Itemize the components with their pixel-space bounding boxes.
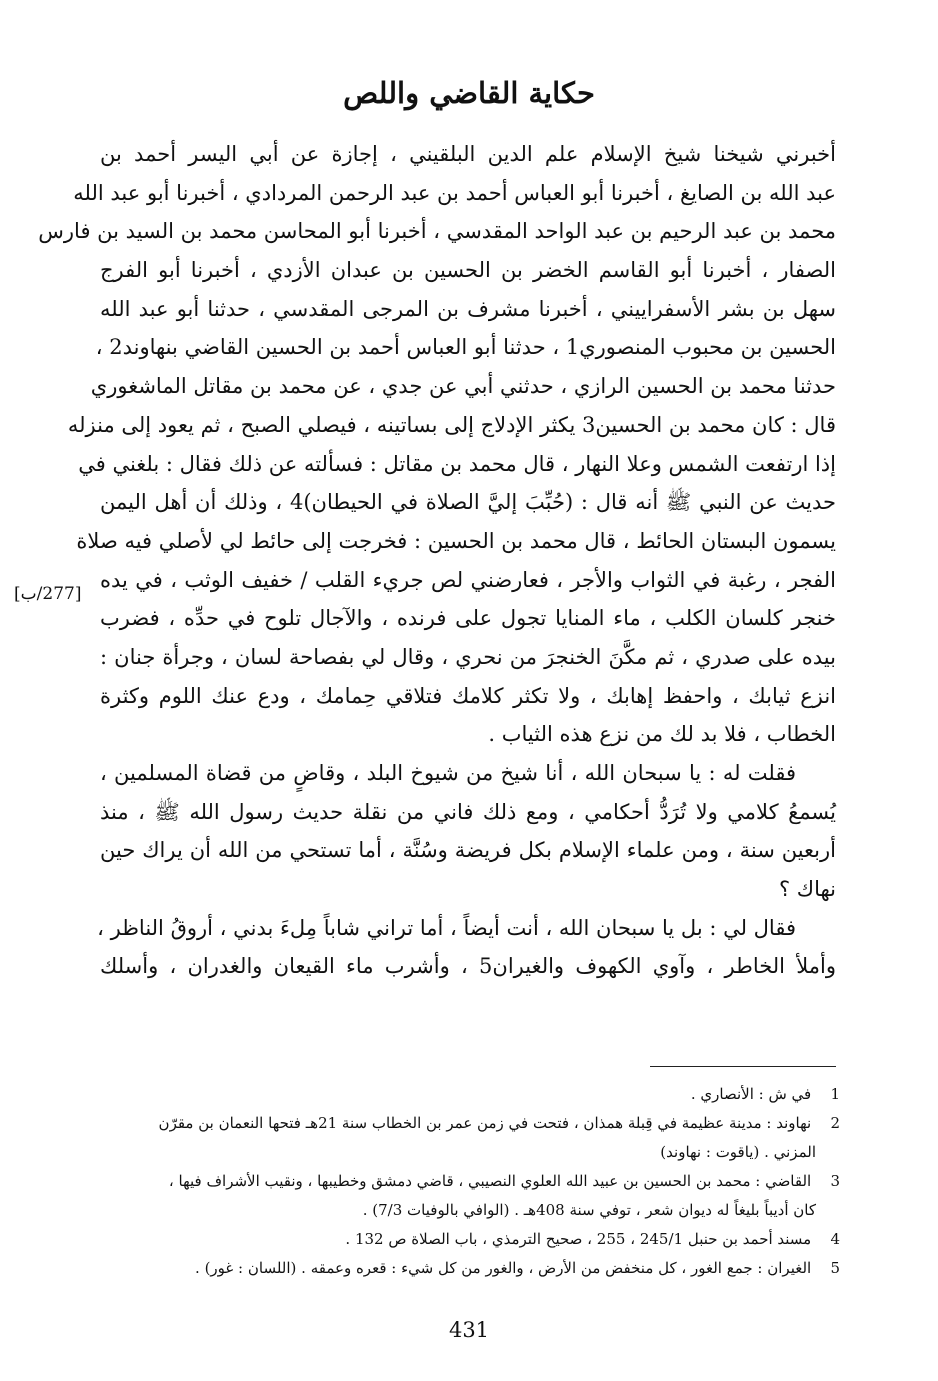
text-line: حدثنا محمد بن الحسين الرازي ، حدثني أبي عن جدي ، عن محمد بن مقاتل الماشغوري bbox=[90, 374, 836, 399]
text-line: فقلت له : يا سبحان الله ، أنا شيخ من شيوخ البلد ، وقاضٍ من قضاة المسلمين ، bbox=[100, 761, 796, 785]
footnote bbox=[95, 1167, 840, 1196]
footnote-number: 1 bbox=[830, 1085, 840, 1103]
footnote bbox=[95, 1109, 840, 1138]
footnote-text: مسند أحمد بن حنبل 245/1 ، 255 ، صحيح الترمذي ، باب الصلاة ص 132 . bbox=[345, 1230, 812, 1248]
text-line: وأملأ الخاطر ، وآوي الكهوف والغيران5 ، وأشرب ماء القيعان والغدران ، وأسلك bbox=[100, 954, 836, 979]
text-line: محمد بن عبد الرحيم بن عبد الواحد المقدسي ، أخبرنا أبو المحاسن محمد بن السيد بن فارس bbox=[38, 219, 836, 244]
text-line: إذا ارتفعت الشمس وعلا النهار ، قال محمد بن مقاتل : فسألته عن ذلك فقال : بلغني في bbox=[78, 451, 836, 476]
footnote bbox=[95, 1080, 840, 1109]
text-line: الحسين بن محبوب المنصوري1 ، حدثنا أبو العباس أحمد بن الحسين القاضي بنهاوند2 ، bbox=[95, 335, 836, 360]
footnote-text: نهاوند : مدينة عظيمة في قِبلة همذان ، فتحت في زمن عمر بن الخطاب سنة 21هـ فتحها النعمان بن مقرّن bbox=[158, 1114, 812, 1132]
text-line: نهاك ؟ bbox=[778, 877, 836, 902]
text-line: انزع ثيابك ، واحفظ إهابك ، ولا تكثر كلامك فتلاقي حِمامك ، ودع عنك اللوم وكثرة bbox=[100, 683, 836, 708]
text-line: قال : كان محمد بن الحسين3 يكثر الإدلاج إلى بساتينه ، فيصلي الصبح ، ثم يعود إلى منزله bbox=[67, 412, 836, 437]
footnotes bbox=[95, 1080, 840, 1283]
text-line: بيده على صدري ، ثم مكَّنَ الخنجرَ من نحري ، وقال لي بفصاحة لسان ، وجرأة جنان : bbox=[100, 644, 836, 669]
text-line: الصفار ، أخبرنا أبو القاسم الخضر بن الحسين بن عبدان الأزدي ، أخبرنا أبو الفرج bbox=[100, 258, 836, 283]
text-line: أخبرني شيخنا شيخ الإسلام علم الدين البلقيني ، إجازة عن أبي اليسر أحمد بن bbox=[100, 142, 836, 166]
text-line: فقال لي : بل يا سبحان الله ، أنت أيضاً ، أما تراني شاباً مِلءَ بدني ، أروقُ الناظر ، bbox=[97, 915, 796, 940]
page-title: حكاية القاضي واللص bbox=[343, 76, 595, 110]
footnote-divider bbox=[650, 1066, 836, 1067]
footnote-number: 2 bbox=[830, 1114, 840, 1132]
text-line: الخطاب ، فلا بد لك من نزع هذه الثياب . bbox=[488, 722, 836, 747]
page-number: 431 bbox=[448, 1318, 490, 1342]
text-line: يُسمعُ كلامي ولا تُرَدُّ أحكامي ، ومع ذلك فاني من نقلة حديث رسول الله ﷺ ، منذ bbox=[100, 799, 836, 824]
footnote bbox=[95, 1254, 840, 1283]
footnote-number: 4 bbox=[830, 1230, 840, 1248]
text-line: عبد الله بن الصايغ ، أخبرنا أبو العباس أحمد بن عبد الرحمن المردادي ، أخبرنا أبو عبد الله bbox=[73, 180, 836, 205]
margin-folio-note: [277/ب] bbox=[14, 584, 82, 604]
footnote-text: القاضي : محمد بن الحسين بن عبيد الله العلوي النصيبي ، قاضي دمشق وخطيبها ، ونقيب الأشراف فيها ، bbox=[168, 1172, 812, 1190]
footnote-number: 3 bbox=[830, 1172, 840, 1190]
text-line: حديث عن النبي ﷺ أنه قال : (حُبِّبَ إليَّ الصلاة في الحيطان)4 ، وذلك أن أهل اليمن bbox=[100, 490, 836, 515]
text-line: خنجر كلسان الكلب ، ماء المنايا تجول على فرنده ، والآجال تلوح في حدِّه ، فضرب bbox=[100, 606, 836, 631]
text-line: الفجر ، رغبة في الثواب والأجر ، فعارضني لص جريء القلب / خفيف الوثب ، في يده bbox=[100, 567, 836, 592]
footnote-number: 5 bbox=[830, 1259, 840, 1277]
footnote-continuation: كان أديباً بليغاً له ديوان شعر ، توفي سنة 408هـ . (الوافي بالوفيات 7/3) . bbox=[362, 1201, 816, 1219]
footnote-continuation: المزني . (ياقوت : نهاوند) bbox=[660, 1143, 816, 1161]
text-line: أربعين سنة ، ومن علماء الإسلام بكل فريضة وسُنَّة ، أما تستحي من الله أن يراك حين bbox=[100, 838, 836, 863]
footnote bbox=[95, 1225, 840, 1254]
footnote-text: الغيران : جمع الغور ، كل منخفض من الأرض ، والغور من كل شيء : قعره وعمقه . (اللسان : غور) . bbox=[195, 1259, 812, 1277]
footnote-text: في ش : الأنصاري . bbox=[690, 1085, 812, 1103]
text-line: سهل بن بشر الأسفراييني ، أخبرنا مشرف بن المرجى المقدسي ، حدثنا أبو عبد الله bbox=[100, 296, 836, 321]
text-line: يسمون البستان الحائط ، قال محمد بن الحسين : فخرجت إلى حائط لي لأصلي فيه صلاة bbox=[76, 528, 836, 553]
